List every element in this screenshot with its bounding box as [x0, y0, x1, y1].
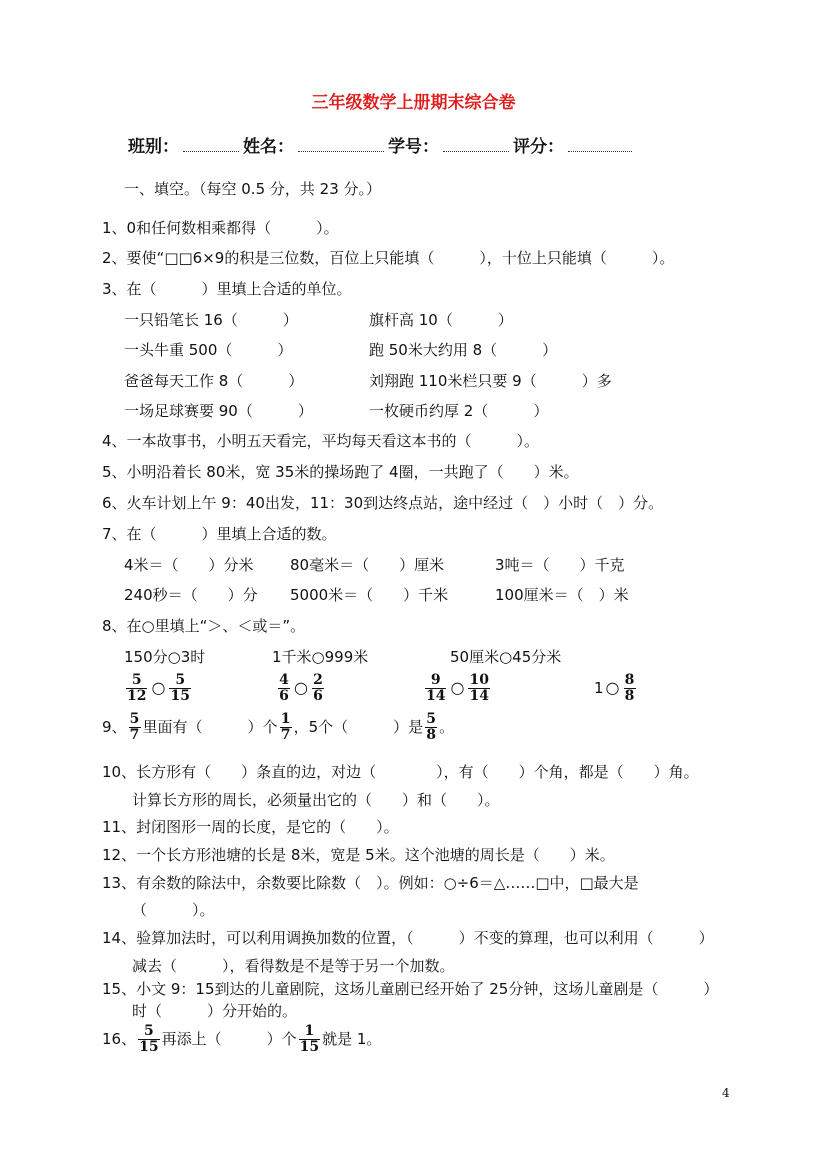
- q8-fraction-compare: [124, 673, 193, 704]
- q3-item: 旗杆高 10（ ）: [369, 311, 513, 329]
- compare-circle: ○: [294, 678, 308, 697]
- question-5: 5、小明沿着长 80米，宽 35米的操场跑了 4圈，一共跑了（ ）米。: [102, 463, 579, 481]
- q7-item: 100厘米＝（ ）米: [495, 586, 629, 604]
- question-14-cont: 减去（ ），看得数是不是等于另一个加数。: [132, 957, 455, 975]
- question-3: 3、在（ ）里填上合适的单位。: [102, 280, 352, 298]
- fraction: $\frac{4}{6}$: [279, 672, 289, 704]
- fraction: $\frac{2}{6}$: [313, 672, 323, 704]
- question-8: 8、在○里填上“＞、＜或＝”。: [102, 617, 306, 635]
- fraction: $\frac{5}{8}$: [426, 711, 436, 743]
- question-15: 15、小文 9：15到达的儿童剧院，这场儿童剧已经开始了 25分钟，这场儿童剧是（ ）: [102, 980, 719, 998]
- question-1: 1、0和任何数相乘都得（ ）。: [102, 219, 339, 237]
- question-9: 9、 $\frac{5}{7}$ 里面有（ ）个 $\frac{1}{7}$ ，5个（ ）是 $\frac{5}{8}$ 。: [102, 711, 455, 743]
- q8-fraction-compare: [276, 673, 326, 704]
- fraction: $\frac{5}{15}$: [170, 672, 190, 704]
- fraction: $\frac{10}{14}$: [469, 672, 489, 704]
- fraction: $\frac{1}{15}$: [299, 1023, 320, 1055]
- q7-item: 240秒＝（ ）分: [124, 586, 258, 604]
- q7-item: 80毫米＝（ ）厘米: [290, 556, 445, 574]
- q8-item: 50厘米○45分米: [450, 648, 562, 666]
- compare-circle: ○: [151, 678, 166, 697]
- q7-item: 4米＝（ ）分米: [124, 556, 254, 574]
- q3-item: 爸爸每天工作 8（ ）: [124, 372, 304, 390]
- q7-item: 5000米＝（ ）千米: [290, 586, 449, 604]
- fraction: $\frac{5}{15}$: [139, 1023, 159, 1055]
- q8-fraction-compare: [594, 673, 638, 704]
- question-2: 2、要使“□□6×9的积是三位数，百位上只能填（ ），十位上只能填（ ）。: [102, 249, 675, 267]
- q3-item: 刘翔跑 110米栏只要 9（ ）多: [369, 372, 612, 390]
- question-14: 14、验算加法时，可以利用调换加数的位置，（ ）不变的算理，也可以利用（ ）: [102, 929, 714, 947]
- page-title: 三年级数学上册期末综合卷: [311, 93, 516, 113]
- fraction: $\frac{8}{8}$: [624, 672, 635, 704]
- score-label: 评分：: [513, 137, 564, 157]
- question-15-cont: 时（ ）分开始的。: [132, 1002, 298, 1020]
- q7-item: 3吨＝（ ）千克: [495, 556, 625, 574]
- q8-fraction-compare: [423, 673, 492, 704]
- question-6: 6、火车计划上午 9：40出发，11：30到达终点站，途中经过（ ）小时（ ）分。: [102, 494, 664, 512]
- q3-item: 一头牛重 500（ ）: [124, 341, 293, 359]
- question-13: 13、有余数的除法中，余数要比除数（ ）。例如：○÷6＝△……□中，□最大是: [102, 874, 639, 892]
- question-16: 16、 $\frac{5}{15}$ 再添上（ ）个 $\frac{1}{15}$ 就是 1。: [102, 1023, 382, 1055]
- class-blank: [183, 137, 239, 152]
- fraction: $\frac{5}{12}$: [127, 672, 147, 704]
- question-10: 10、长方形有（ ）条直的边，对边（ ），有（ ）个角，都是（ ）角。: [102, 763, 699, 781]
- page-number: 4: [722, 1086, 730, 1100]
- compare-circle: ○: [605, 678, 620, 697]
- fraction: $\frac{1}{7}$: [280, 711, 291, 743]
- fraction: $\frac{9}{14}$: [426, 672, 446, 704]
- student-id-label: 学号：: [388, 137, 439, 157]
- question-4: 4、一本故事书，小明五天看完，平均每天看这本书的（ ）。: [102, 432, 540, 450]
- question-11: 11、封闭图形一周的长度，是它的（ ）。: [102, 818, 399, 836]
- question-10-cont: 计算长方形的周长，必须量出它的（ ）和（ ）。: [132, 791, 500, 809]
- name-label: 姓名：: [243, 137, 294, 157]
- compare-circle: ○: [450, 678, 465, 697]
- q3-item: 跑 50米大约用 8（ ）: [369, 341, 558, 359]
- question-7: 7、在（ ）里填上合适的数。: [102, 525, 337, 543]
- name-blank: [298, 137, 384, 152]
- q3-item: 一枚硬币约厚 2（ ）: [369, 402, 549, 420]
- q8-item: 1千米○999米: [272, 648, 369, 666]
- q3-item: 一只铅笔长 16（ ）: [124, 311, 298, 329]
- section-heading: 一、填空。（每空 0.5 分，共 23 分。）: [124, 180, 382, 198]
- student-id-blank: [443, 137, 509, 152]
- class-label: 班别：: [128, 137, 179, 157]
- fraction: $\frac{5}{7}$: [129, 711, 140, 743]
- question-13-cont: （ ）。: [132, 901, 215, 919]
- whole-number: 1: [594, 679, 604, 697]
- q3-item: 一场足球赛要 90（ ）: [124, 402, 313, 420]
- student-info-row: [128, 132, 636, 157]
- question-12: 12、一个长方形池塘的长是 8米，宽是 5米。这个池塘的周长是（ ）米。: [102, 846, 615, 864]
- q8-item: 150分○3时: [124, 648, 206, 666]
- score-blank: [568, 137, 632, 152]
